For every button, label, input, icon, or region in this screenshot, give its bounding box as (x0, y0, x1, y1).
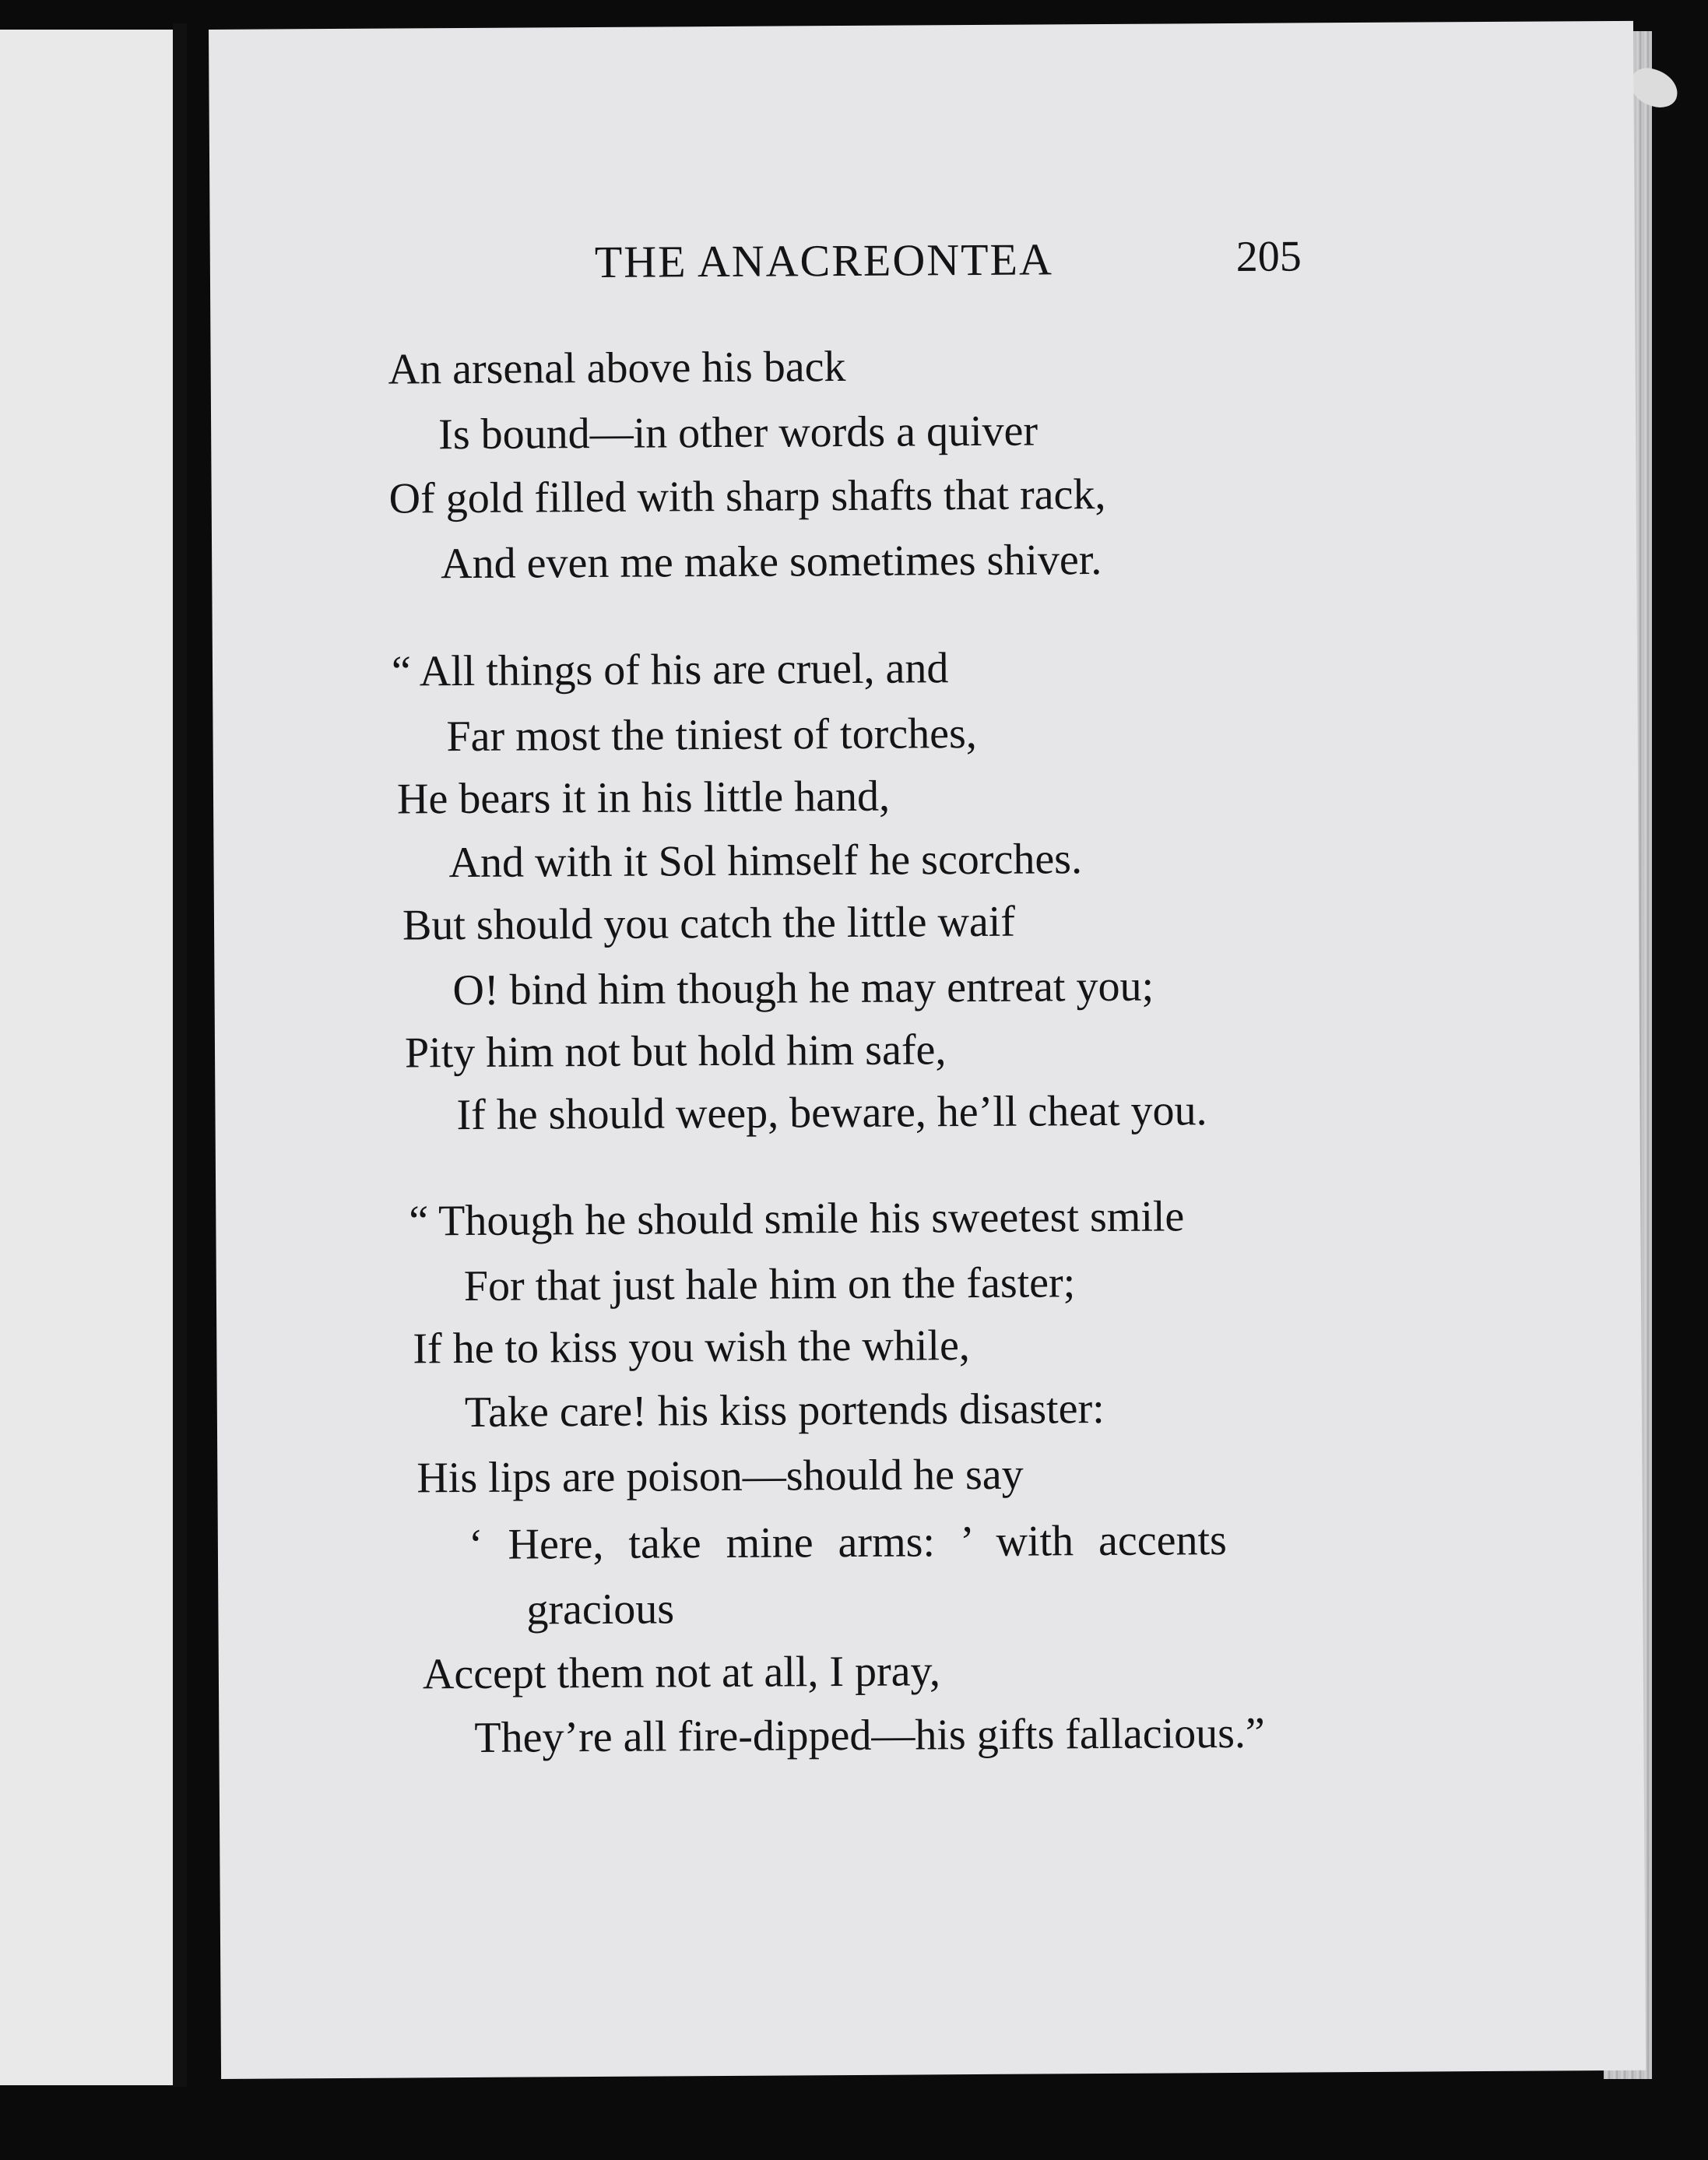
poem-line: His lips are poison—should he say (416, 1450, 1024, 1503)
poem-line: They’re all fire-dipped—his gifts fallacious.” (474, 1708, 1266, 1762)
poem-line: Is bound—in other words a quiver (438, 406, 1039, 459)
stanza (213, 642, 1637, 1140)
stanza (216, 1192, 1640, 1762)
poem-line: ‘ Here, take mine arms: ’ with accents (468, 1516, 1228, 1569)
poem-line: Far most the tiniest of torches, (446, 709, 977, 762)
book-gutter (173, 23, 187, 2087)
poem-line: And even me make sometimes shiver. (441, 536, 1102, 589)
running-head (210, 230, 1635, 301)
poem-line: O! bind him though he may entreat you; (452, 962, 1154, 1015)
poem-line: An arsenal above his back (388, 343, 846, 394)
left-page-margin (0, 30, 173, 2085)
poem-line: If he to kiss you wish the while, (413, 1321, 971, 1374)
poem-line: He bears it in his little hand, (396, 772, 891, 824)
poem-line: gracious (526, 1585, 675, 1634)
poem-line: For that just hale him on the faster; (463, 1258, 1076, 1311)
poem-line: If he should weep, beware, he’ll cheat you. (456, 1086, 1207, 1140)
poem-line: But should you catch the little waif (402, 897, 1016, 950)
poem-line: Take care! his kiss portends disaster: (464, 1384, 1105, 1437)
poem-line: Pity him not but hold him safe, (404, 1025, 947, 1078)
page-number: 205 (1235, 232, 1302, 281)
running-title: THE ANACREONTEA (594, 234, 1054, 287)
poem-line: And with it Sol himself he scorches. (448, 835, 1083, 888)
right-page (209, 21, 1646, 2079)
poem-line: “ All things of his are cruel, and (391, 644, 949, 696)
poem-line: Of gold filled with sharp shafts that rack, (388, 470, 1106, 523)
poem-line: “ Though he should smile his sweetest smile (409, 1192, 1185, 1246)
stanza (211, 340, 1636, 589)
poem-line: Accept them not at all, I pray, (422, 1647, 941, 1699)
